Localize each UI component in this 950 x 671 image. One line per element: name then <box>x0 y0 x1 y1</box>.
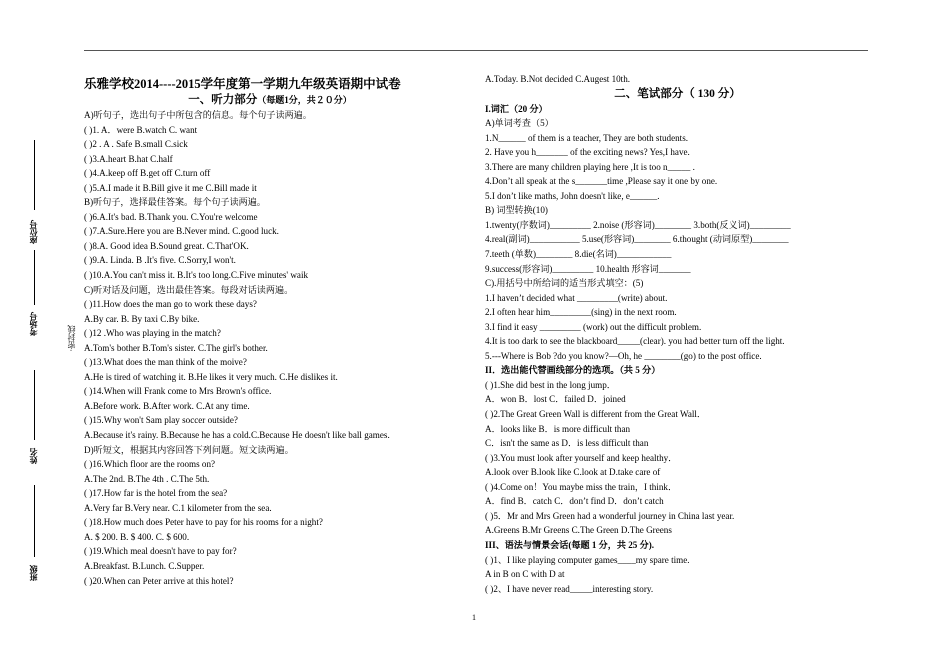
binding-margin <box>24 140 76 590</box>
text-line: ( )2.The Great Green Wall is different from the Great Wall． <box>485 409 706 420</box>
text-line: D)听短文，根据其内容回答下列问题。短文读两遍。 <box>84 444 294 455</box>
text-line: A.Breakfast. B.Lunch. C.Supper. <box>84 560 205 571</box>
text-line: 9.success(形容词)_________ 10.health 形容词_______ <box>485 263 691 274</box>
text-line: A.He is tired of watching it. B.He likes it very much. C.He dislikes it. <box>84 371 338 382</box>
name-line <box>34 370 35 440</box>
text-line: ( )16.Which floor are the rooms on? <box>84 459 216 470</box>
text-line: 1.N______ of them is a teacher, They are both students. <box>485 132 689 143</box>
seat-line <box>34 140 35 210</box>
exam-no-label: 考场号 <box>29 312 38 336</box>
text-line: 5.I don’t like maths, John doesn't like, e______. <box>485 190 660 201</box>
text-line: C．isn't the same as D．is less difficult than <box>485 438 649 449</box>
text-line: ( )3.A.heart B.hat C.half <box>84 153 173 164</box>
seat-label: 座位号 <box>29 220 38 244</box>
section-heading-text: 二、笔试部分（ 130 分） <box>614 87 741 100</box>
text-line: ( )9.A. Linda. B .It's five. C.Sorry,I won't. <box>84 255 236 266</box>
name-label: 姓名 <box>29 448 38 464</box>
text-line: ( )10.A.You can't miss it. B.It's too long.C.Five minutes' waik <box>84 270 309 281</box>
text-line: 4.real(副词)___________ 5.use(形容词)________ 6.thought (动词原型)________ <box>485 234 789 245</box>
section-heading-note: （每题1分，共２０分） <box>257 95 352 105</box>
class-label: 班级 <box>29 565 38 581</box>
text-line: ( )19.Which meal doesn't have to pay for? <box>84 546 237 557</box>
text-line: 3.There are many children playing here ,It is too n_____ . <box>485 161 695 172</box>
text-line: A.The 2nd. B.The 4th . C.The 5th. <box>84 473 210 484</box>
text-line: ( )15.Why won't Sam play soccer outside? <box>84 415 238 426</box>
text-line: A．find B．catch C．don’t find D．don’t catch <box>485 496 664 507</box>
text-line: ( )18.How much does Peter have to pay for his rooms for a night? <box>84 517 323 528</box>
text-line: 1.twenty(序数词)_________ 2.noise (形容词)________ 3.both(反义词)_________ <box>485 219 791 230</box>
text-line: ( )13.What does the man think of the moive? <box>84 357 247 368</box>
text-line: ( )4.Come on！You maybe miss the train，I think． <box>485 481 678 492</box>
text-line: A.Very far B.Very near. C.1 kilometer from the sea. <box>84 502 272 513</box>
text-line: ( )14.When will Frank come to Mrs Brown's office. <box>84 386 272 397</box>
section-heading <box>485 87 870 102</box>
text-line: ( )1.She did best in the long jump． <box>485 379 616 390</box>
text-line: C).用括号中所给词的适当形式填空：(5) <box>485 278 644 289</box>
text-line: A.Because it's rainy. B.Because he has a cold.C.Because He doesn't like ball games. <box>84 430 390 441</box>
text-line: ( )2、I have never read_____interesting story. <box>485 583 654 594</box>
text-line: ( )5.A.I made it B.Bill give it me C.Bill made it <box>84 182 257 193</box>
text-line: ( )11.How does the man go to work these days? <box>84 299 257 310</box>
exam-title: 乐雅学校2014----2015学年度第一学期九年级英语期中试卷 <box>84 77 401 91</box>
part-heading: III、语法与情景会话(每题 1 分，共 25 分). <box>485 539 654 550</box>
text-line: ( )1、I like playing computer games____my spare time. <box>485 554 690 565</box>
part-heading: I.词汇（20 分） <box>485 103 548 114</box>
part-heading: II．选出能代替画线部分的选项。（共 5 分） <box>485 365 661 376</box>
text-line: ( )17.How far is the hotel from the sea? <box>84 488 228 499</box>
text-line: C)听对话及问题，选出最佳答案。每段对话读两遍。 <box>84 284 294 295</box>
text-line: ( )7.A.Sure.Here you are B.Never mind. C.good luck. <box>84 226 279 237</box>
text-line: 5.---Where is Bob ?do you know?—Oh, he ________(go) to the post office. <box>485 350 762 361</box>
text-line: 2. Have you h_______ of the exciting news? Yes,I have. <box>485 147 690 158</box>
text-line: A.By car. B. By taxi C.By bike. <box>84 313 200 324</box>
text-line: 4.Don’t all speak at the s_______time ,Please say it one by one. <box>485 176 718 187</box>
text-line: ( )4.A.keep off B.get off C.turn off <box>84 168 211 179</box>
class-line <box>34 485 35 557</box>
text-line: B)听句子，选择最佳答案。每个句子读两遍。 <box>84 197 266 208</box>
text-line: A．looks like B．is more difficult than <box>485 423 631 434</box>
text-line: ( )3.You must look after yourself and keep healthy． <box>485 452 678 463</box>
text-line: 1.I haven’t decided what _________(write) about. <box>485 292 668 303</box>
text-line: A.Tom's bother B.Tom's sister. C.The girl's bother. <box>84 342 268 353</box>
text-line: ( )6.A.It's bad. B.Thank you. C.You're welcome <box>84 211 258 222</box>
text-line: ( )12 .Who was playing in the match? <box>84 328 221 339</box>
section-heading-text: 一、听力部分 <box>188 94 258 106</box>
header-rule <box>84 50 868 51</box>
page-number: 1 <box>472 613 476 622</box>
text-line: ( )2 . A . Safe B.small C.sick <box>84 139 188 150</box>
text-line: ( )8.A. Good idea B.Sound great. C.That'OK. <box>84 240 249 251</box>
text-line: A.Today. B.Not decided C.Augest 10th. <box>485 74 631 84</box>
text-line: A)听句子，选出句子中所包含的信息。每个句子读两遍。 <box>84 110 312 120</box>
exam-no-line <box>34 250 35 305</box>
text-line: 2.I often hear him_________(sing) in the next room. <box>485 307 677 318</box>
text-line: B) 词型转换(10) <box>485 205 548 216</box>
text-line: A)单词考查（5） <box>485 118 554 129</box>
seal-line-label: ·密封线 <box>67 325 76 352</box>
text-line: ( )5．Mr and Mrs Green had a wonderful journey in China last year. <box>485 510 735 521</box>
text-line: A.look over B.look like C.look at D.take care of <box>485 467 661 478</box>
text-line: ( )1. A．were B.watch C. want <box>84 124 198 135</box>
text-line: 4.It is too dark to see the blackboard_____(clear). you had better turn off the light. <box>485 336 785 347</box>
text-line: A. $ 200. B. $ 400. C. $ 600. <box>84 531 190 542</box>
text-line: A．won B．lost C．failed D．joined <box>485 394 626 405</box>
text-line: A in B on C with D at <box>485 569 565 580</box>
section-heading <box>84 93 456 108</box>
text-line: ( )20.When can Peter arrive at this hotel? <box>84 575 234 586</box>
text-line: A.Before work. B.After work. C.At any time. <box>84 400 250 411</box>
text-line: 3.I find it easy _________ (work) out the difficult problem. <box>485 321 702 332</box>
right-column <box>485 72 870 596</box>
text-line: 7.teeth (单数)________ 8.die(名词)____________ <box>485 249 672 260</box>
text-line: A.Greens B.Mr Greens C.The Green D.The Greens <box>485 525 672 536</box>
left-column <box>84 72 456 588</box>
